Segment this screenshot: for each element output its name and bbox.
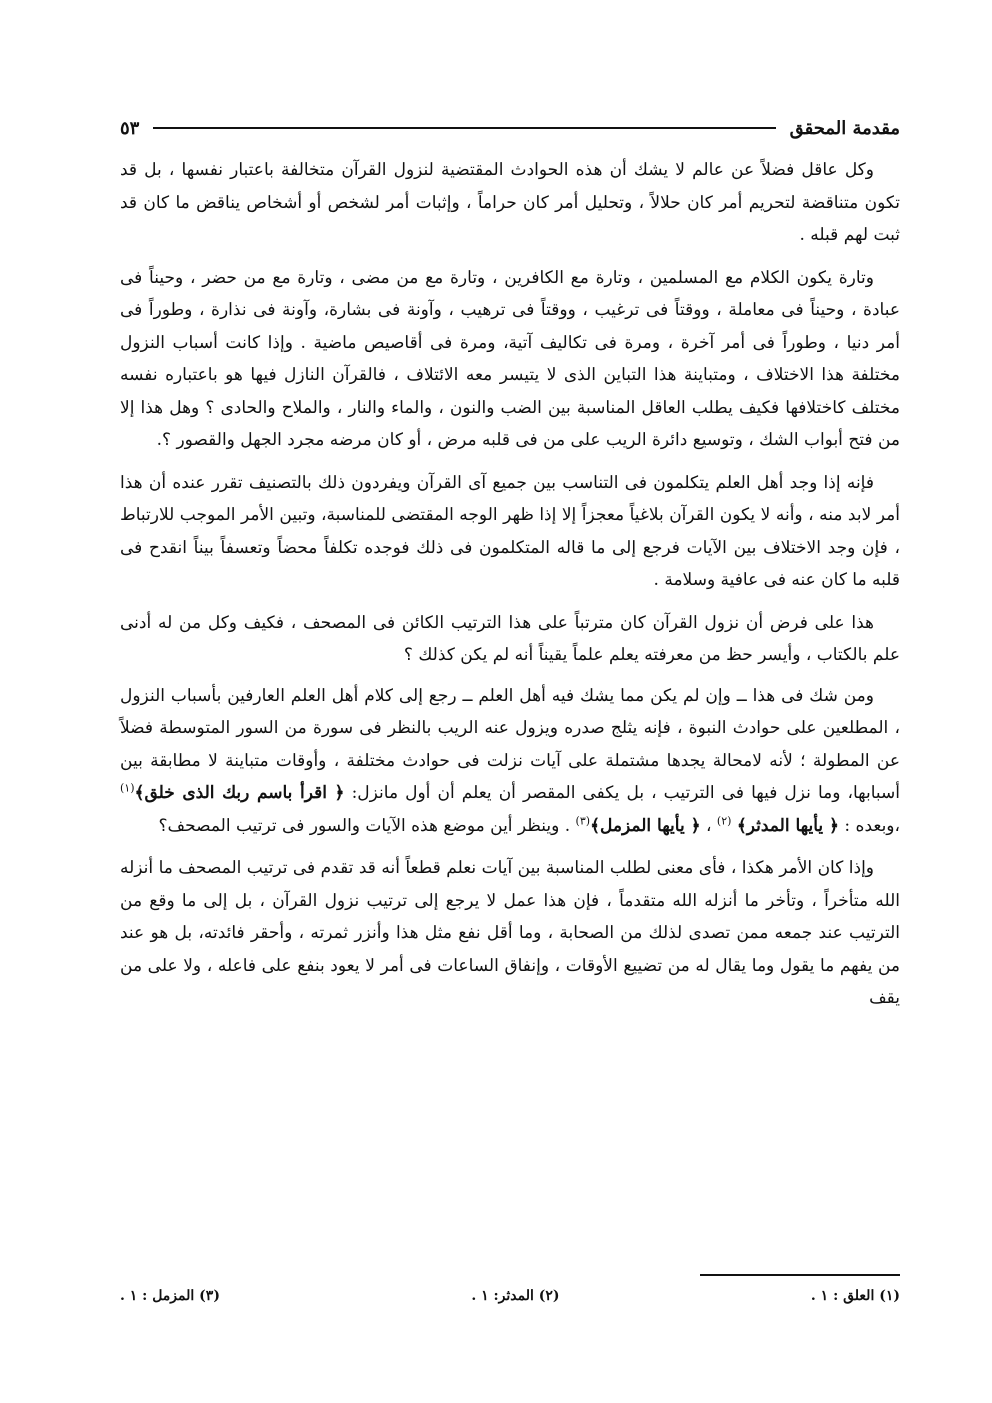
footnote-ref-1: (١) [120, 781, 135, 795]
page-number: ٥٣ [120, 117, 140, 139]
paragraph-3: فإنه إذا وجد أهل العلم يتكلمون فى التناسب بين جميع آى القرآن ويفردون ذلك بالتصنيف تقرر عنده أن هذا أمر لابد منه ، وأنه لا يكون القرآن بلاغياً معجزاً إلا إذا ظهر الوجه المقتضى للمناسبة، وتبين الأمر الموجب للارتباط ، فإن وجد الاختلاف بين الآيات فرجع إلى ما قاله المتكلمون فى ذلك فوجده تكلفاً محضاً وتعسفاً بيناً انقدح فى قلبه ما كان عنه فى عافية وسلامة . [120, 472, 900, 590]
paragraph-5-text-a: ومن شك فى هذا ــ وإن لم يكن مما يشك فيه أهل العلم ــ رجع إلى كلام أهل العلم العارفين بأسباب النزول ، المطلعين على حوادث النبوة ، فإنه يثلج صدره ويزول عنه الريب بالنظر فى سورة من السور المتوسطة فضلاً عن المطولة ؛ لأنه لامحالة يجدها مشتملة على آيات نزلت فى حوادث مختلفة ، وأوقات متباينة لا مطابقة بين أسبابها، وما نزل فيها فى الترتيب ، بل يكفى المقصر أن يعلم أن أول مانزل: [120, 685, 901, 803]
paragraph-2: وتارة يكون الكلام مع المسلمين ، وتارة مع الكافرين ، وتارة مع من مضى ، وتارة مع من حضر ، وحيناً فى عبادة ، وحيناً فى معاملة ، ووقتاً فى ترغيب ، ووقتاً فى ترهيب ، وآونة فى بشارة، وآونة فى نذارة ، وطوراً فى أمر دنيا ، وطوراً فى أمر آخرة ، ومرة فى تكاليف آتية، ومرة فى أقاصيص ماضية . وإذا كانت أسباب النزول مختلفة هذا الاختلاف ، ومتباينة هذا التباين الذى لا يتيسر معه الائتلاف ، فالقرآن النازل فيها هو باعتباره نفسه مختلف كاختلافها فكيف يطلب العاقل المناسبة بين الضب والنون ، والماء والنار ، والملاح والحادى ؟ وهل هذا إلا من فتح أبواب الشك ، وتوسيع دائرة الريب على من فى قلبه مرض ، أو كان مرضه مجرد الجهل والقصور ؟. [120, 267, 900, 450]
page-header [120, 108, 900, 148]
footnote-1: (١) العلق : ١ . [810, 1288, 900, 1304]
paragraph-5-text-b: ،وبعده : [844, 815, 900, 836]
quran-verse-iqra: ﴿ اقرأ باسم ربك الذى خلق﴾ [134, 783, 345, 803]
header-rule [153, 127, 775, 129]
quran-verse-muddaththir: ﴿ يأيها المدثر﴾ [736, 815, 839, 836]
paragraph-5 [120, 680, 900, 843]
footnotes [120, 1288, 900, 1304]
footnote-2: (٢) المدثر: ١ . [471, 1288, 560, 1304]
footnote-ref-3: (٣) [575, 813, 591, 827]
paragraph-5-text-c: ، [705, 815, 712, 836]
footnote-divider [700, 1274, 900, 1276]
book-page [120, 108, 900, 1318]
running-title: مقدمة المحقق [789, 117, 900, 139]
quran-verse-muzzammil: ﴿ يأيها المزمل﴾ [590, 815, 701, 836]
paragraph-5-text-d: . وينظر أين موضع هذه الآيات والسور فى ترتيب المصحف؟ [158, 815, 571, 836]
paragraph-6: وإذا كان الأمر هكذا ، فأى معنى لطلب المناسبة بين آيات نعلم قطعاً أنه قد تقدم فى ترتيب المصحف ما أنزله الله متأخراً ، وتأخر ما أنزله الله متقدماً ، فإن هذا عمل لا يرجع إلى ترتيب نزول القرآن ، بل إلى ما وقع من الترتيب عند جمعه ممن تصدى لذلك من الصحابة ، وما أقل نفع مثل هذا وأنزر ثمرته ، وأحقر فائدته، بل هو عند من يفهم ما يقول وما يقال له من تضييع الأوقات ، وإنفاق الساعات فى أمر لا يعود بنفع على فاعله ، ولا على من يقف [120, 858, 900, 1008]
paragraph-4: هذا على فرض أن نزول القرآن كان مترتباً على هذا الترتيب الكائن فى المصحف ، فكيف وكل من له أدنى علم بالكتاب ، وأيسر حظ من معرفته يعلم علماً يقيناً أنه لم يكن كذلك ؟ [120, 612, 900, 665]
footnote-3: (٣) المزمل : ١ . [120, 1288, 220, 1304]
footnote-ref-2: (٢) [716, 813, 732, 827]
body-text [120, 154, 900, 1015]
paragraph-1: وكل عاقل فضلاً عن عالم لا يشك أن هذه الحوادث المقتضية لنزول القرآن متخالفة باعتبار نفسها ، بل قد تكون متناقضة لتحريم أمر كان حلالاً ، وتحليل أمر كان حراماً ، وإثبات أمر لشخص أو أشخاص يناقض ما كان قد ثبت لهم قبله . [120, 160, 900, 245]
